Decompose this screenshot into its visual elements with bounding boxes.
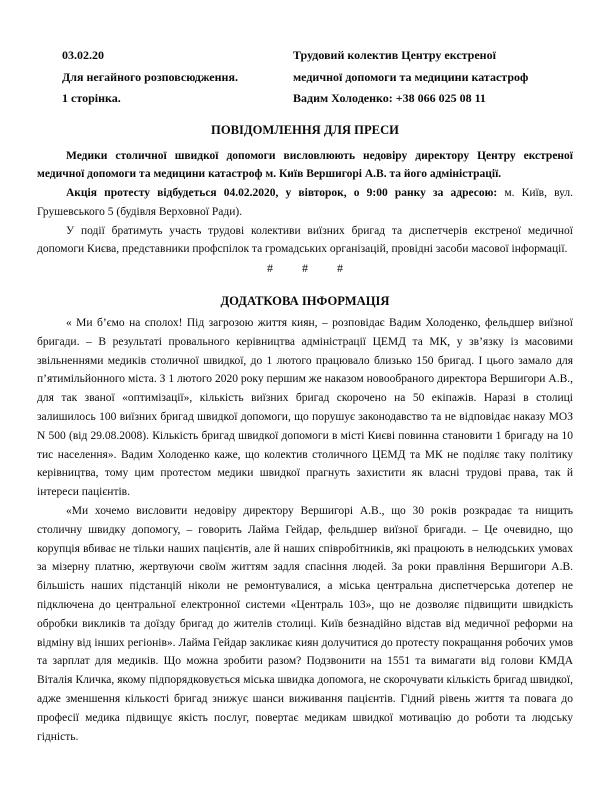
participants-paragraph: У події братимуть участь трудові колективи виїзних бригад та диспетчерів екстреної медичної допомоги Києва, представники профспілок та громадських організацій, провідні засоби масової інформації.: [37, 224, 573, 256]
hash-separator: # # #: [267, 261, 343, 276]
contact-phone: Вадим Холоденко: +38 066 025 08 11: [293, 91, 486, 105]
release-date: 03.02.20: [62, 48, 104, 62]
heidar-quote-paragraph: «Ми хочемо висловити недовіру директору Вершигорі А.В., що 30 років розкрадає та нищить столичну швидку допомогу, – говорить Лайма Гейдар, фельдшер виїзної бригади. – Це очевидно, що корупція вбиває не тільки наших пацієнтів, але й наших співробітників, які працюють в нелюдських умовах за мізерну платню, жертвуючи своїм життям задля спасіння людей. За роки правління Вершигори А.В. більшість наших підстанцій ніколи не ремонтувалися, а міська центральна диспетчерська дотепер не підключена до центральної електронної системи «Централь 103», що не дозволяє підвищити швидкість обробки викликів та доїзду бригад до жителів столиці. Київ безнадійно відстав від медичної реформи на відміну від інших регіонів». Лайма Гейдар закликає киян долучитися до протесту покращання робочих умов та зарплат для медиків. Що можна зробити разом? Подзвонити на 1551 та вимагати від голови КМДА Віталія Кличка, якому підпорядковується міська швидка допомога, не скорочувати кількість бригад швидкої, адже зменшення кількості бригад знижує шанси виживання пацієнтів. Гідний рівень життя та повага до професії медика підвищує якість послуг, повертає медикам швидкої мотивацію до роботи та людську гідність.: [37, 505, 573, 743]
press-release-title: ПОВІДОМЛЕННЯ ДЛЯ ПРЕСИ: [211, 122, 399, 137]
event-address: м. Київ, вул. Грушевського 5 (будівля Верховної Ради).: [37, 187, 574, 218]
lead-paragraph: Медики столичної швидкої допомоги висловлюють недовіру директору Центру екстреної медичної допомоги та медицини катастроф м. Київ Вершигорі А.В. та його адміністрації.: [37, 149, 573, 181]
contact-block: [293, 45, 573, 110]
additional-info-heading: ДОДАТКОВА ІНФОРМАЦІЯ: [220, 294, 390, 309]
kholodenko-quote-paragraph: « Ми б’ємо на сполох! Під загрозою життя киян, – розповідає Вадим Холоденко, фельдшер виїзної бригади. – В результаті провального керівництва адміністрації ЦЕМД та МК, у зв’язку із масовими звільненнями медиків столичної швидкої, до 1 лютого працювало близько 150 бригад. І цього замало для п’ятимільйонного міста. З 1 лютого 2020 року першим же наказом новообраного директора Вершигори А.В., для так званої «оптимізації», кількість виїзних бригад скорочено на 50 екіпажів. Наразі в столиці залишилось 100 виїзних бригад швидкої допомоги, що порушує законодавство та не відповідає наказу МОЗ N 500 (від 29.08.2008). Кількість бригад швидкої допомоги в місті Києві повинна становити 1 бригаду на 10 тис населення». Вадим Холоденко каже, що колектив столичного ЦЕМД та МК не поділяє таку політику керівництва, тому цим протестом медики швидкої прагнуть захистити як власні трудові права, так й інтереси пацієнтів.: [37, 317, 573, 499]
page-count: 1 сторінка.: [62, 91, 121, 105]
dateline-block: [62, 45, 238, 110]
event-paragraph: [37, 184, 573, 222]
distribution-note: Для негайного розповсюдження.: [62, 69, 238, 84]
document-header: [37, 45, 573, 110]
event-details-bold: Акція протесту відбудеться 04.02.2020, у вівторок, о 9:00 ранку за адресою:: [66, 187, 498, 200]
org-name-line2: медичної допомоги та медицини катастроф: [293, 69, 529, 84]
org-name-line1: Трудовий колектив Центру екстреної: [293, 48, 496, 62]
